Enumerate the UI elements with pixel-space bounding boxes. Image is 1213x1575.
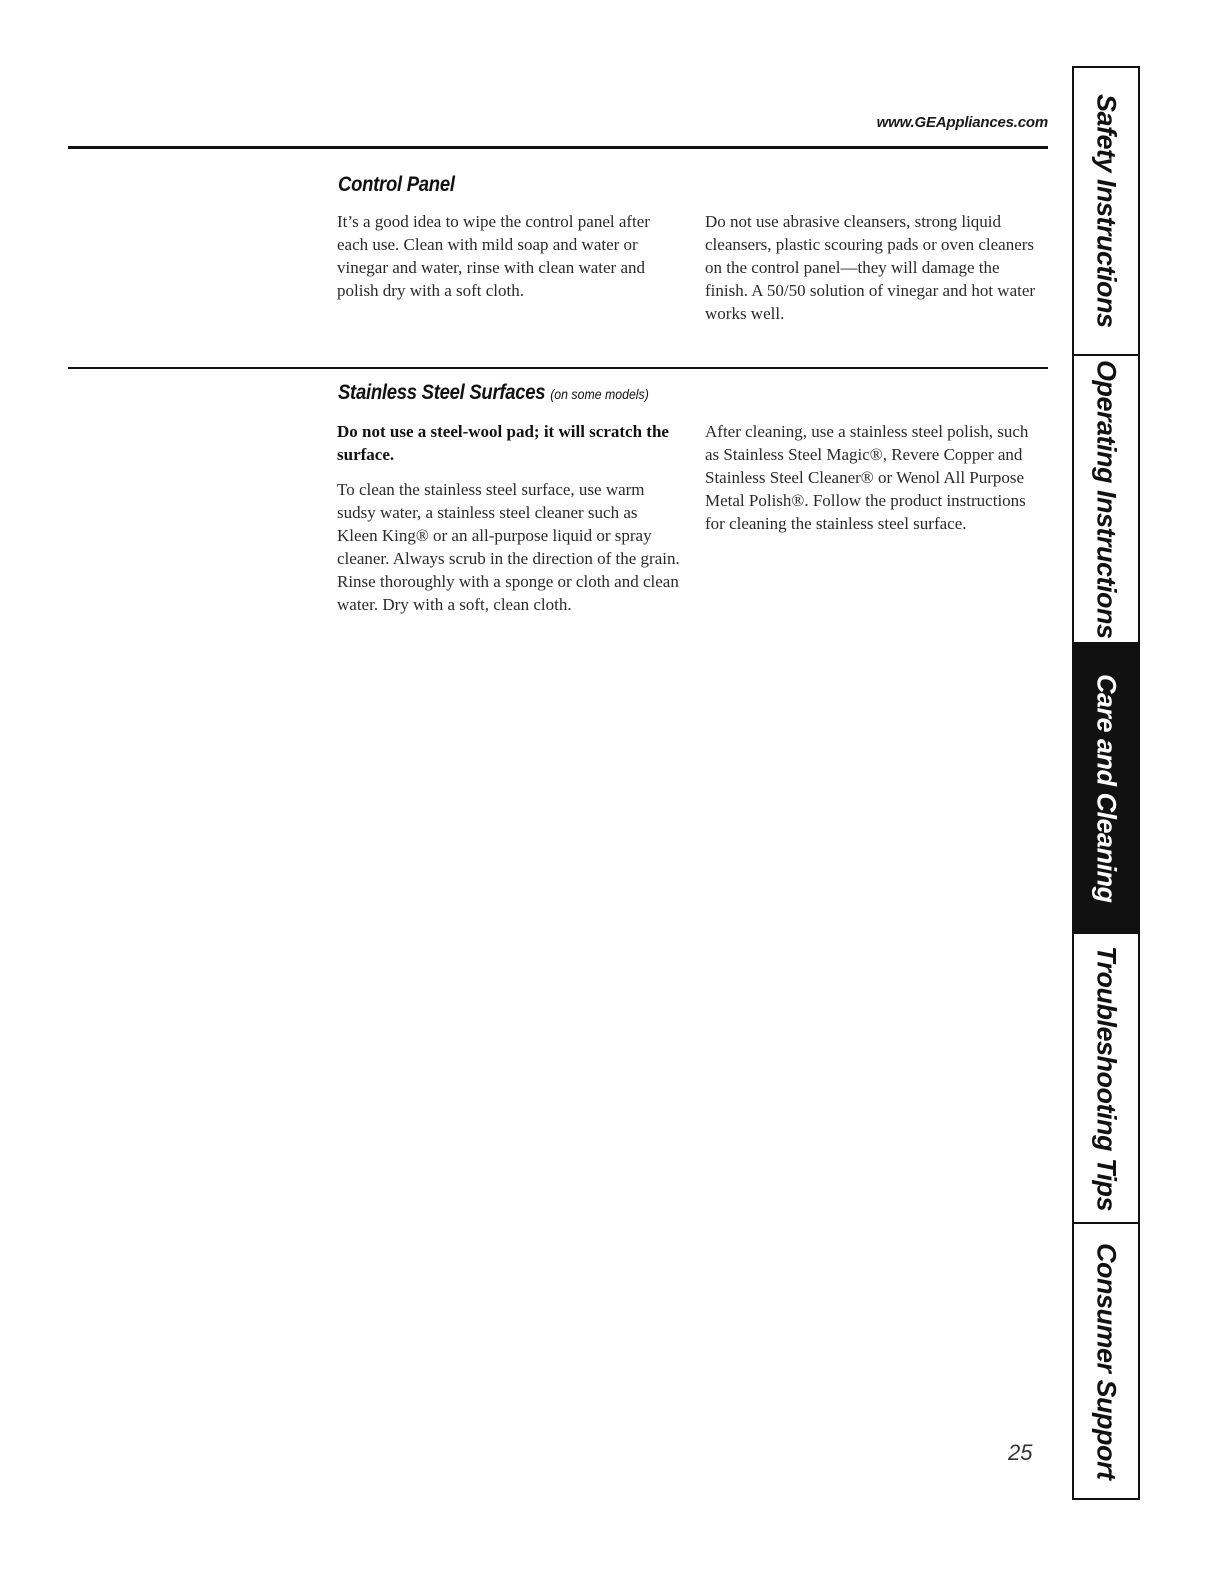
stainless-steel-title: Stainless Steel Surfaces [338, 381, 546, 404]
tab-label: Care and Cleaning [1091, 673, 1122, 903]
tab-troubleshooting-tips[interactable] [1074, 934, 1138, 1224]
control-panel-heading: Control Panel [338, 173, 455, 196]
stainless-right-column [705, 420, 1040, 547]
stainless-steel-note: (on some models) [550, 386, 649, 402]
section-tabs-sidebar [1072, 66, 1140, 1500]
stainless-left-column [337, 420, 682, 628]
tab-safety-instructions[interactable] [1074, 68, 1138, 356]
tab-label: Operating Instructions [1091, 359, 1122, 639]
stainless-warning: Do not use a steel-wool pad; it will scratch the surface. [337, 422, 669, 464]
website-url: www.GEAppliances.com [876, 114, 1048, 131]
control-panel-left-column [337, 210, 657, 314]
tab-label: Consumer Support [1091, 1242, 1122, 1480]
page-number: 25 [1008, 1440, 1033, 1465]
top-divider [68, 146, 1048, 149]
control-panel-right-text: Do not use abrasive cleansers, strong liquid cleansers, plastic scouring pads or oven cleaners on the control panel—they will damage the finish. A 50/50 solution of vinegar and hot water works well. [705, 212, 1036, 323]
control-panel-left-text: It’s a good idea to wipe the control panel after each use. Clean with mild soap and water or vinegar and water, rinse with clean water and polish dry with a soft cloth. [337, 212, 650, 300]
control-panel-right-column [705, 210, 1045, 337]
stainless-steel-heading [338, 381, 649, 405]
tab-care-and-cleaning[interactable] [1074, 644, 1138, 934]
section-divider [68, 367, 1048, 369]
tab-label: Safety Instructions [1091, 94, 1122, 328]
tab-operating-instructions[interactable] [1074, 356, 1138, 644]
tab-consumer-support[interactable] [1074, 1224, 1138, 1498]
tab-label: Troubleshooting Tips [1091, 945, 1122, 1211]
stainless-right-text: After cleaning, use a stainless steel polish, such as Stainless Steel Magic®, Revere Copper and Stainless Steel Cleaner® or Wenol All Purpose Metal Polish®. Follow the product instructions for cleaning the stainless steel surface. [705, 422, 1029, 533]
stainless-left-text: To clean the stainless steel surface, use warm sudsy water, a stainless steel cleaner such as Kleen King® or an all-purpose liquid or spray cleaner. Always scrub in the direction of the grain. Rinse thoroughly with a sponge or cloth and clean water. Dry with a soft, clean cloth. [337, 480, 680, 614]
